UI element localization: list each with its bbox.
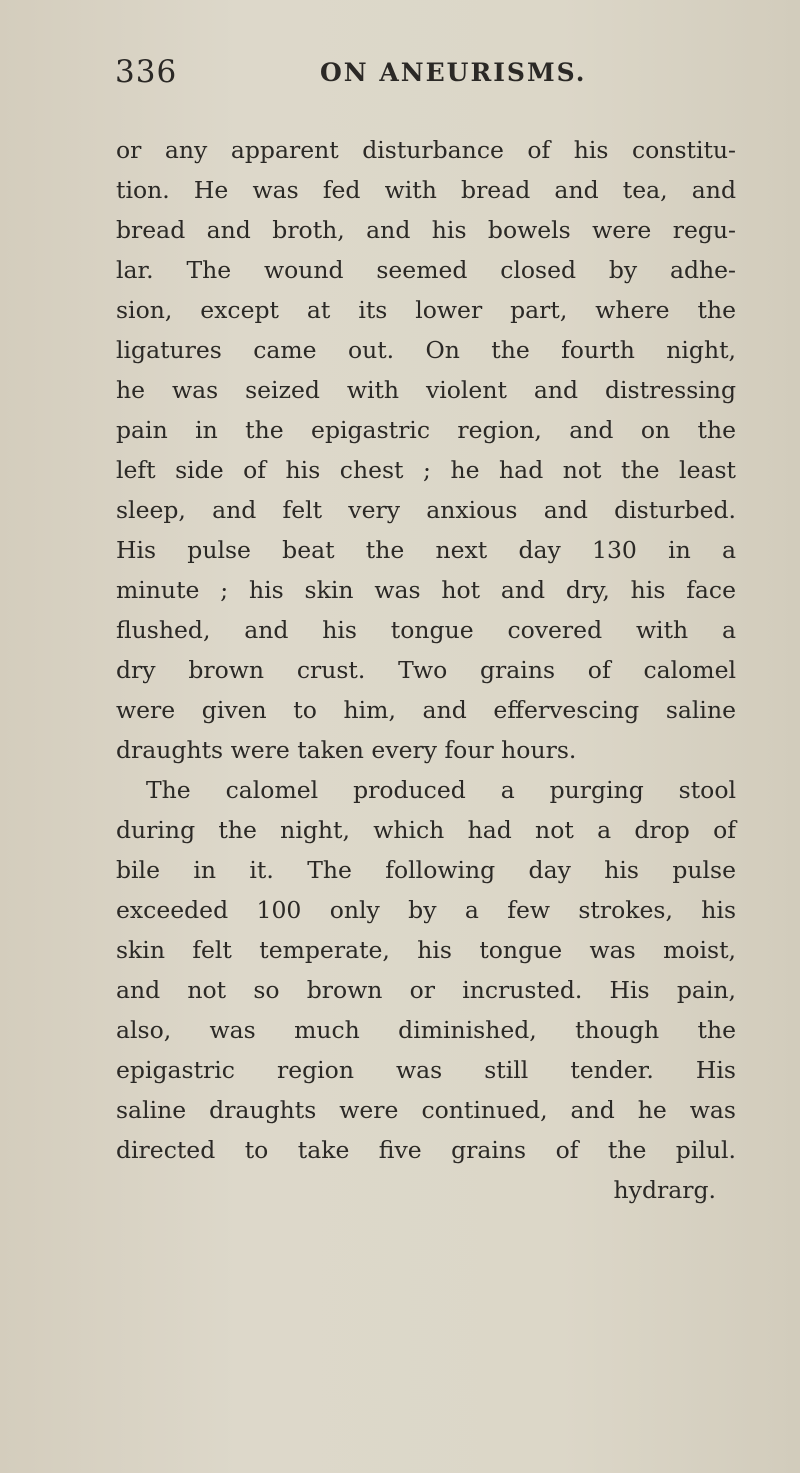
running-head [115,54,735,94]
text-line-17: The calomel produced a purging stool [146,776,736,804]
text-line-24: epigastric region was still tender. His [116,1056,736,1084]
text-line-15: were given to him, and effervescing saline [116,696,736,724]
text-line-16: draughts were taken every four hours. [116,736,577,764]
text-line-12: minute ; his skin was hot and dry, his face [116,576,736,604]
text-line-22: and not so brown or incrusted. His pain, [116,976,736,1004]
text-line-20: exceeded 100 only by a few strokes, his [116,896,736,924]
text-line-27: hydrarg. [613,1176,716,1204]
text-line-3: bread and broth, and his bowels were regu- [116,216,736,244]
body-text [116,130,736,1210]
text-line-6: ligatures came out. On the fourth night, [116,336,736,364]
text-line-8: pain in the epigastric region, and on the [116,416,736,444]
text-line-2: tion. He was fed with bread and tea, and [116,176,736,204]
text-line-14: dry brown crust. Two grains of calomel [116,656,736,684]
text-line-26: directed to take five grains of the pilul. [116,1136,736,1164]
page-number: 336 [115,54,178,90]
text-line-5: sion, except at its lower part, where the [116,296,736,324]
text-line-19: bile in it. The following day his pulse [116,856,736,884]
text-line-11: His pulse beat the next day 130 in a [116,536,736,564]
text-line-4: lar. The wound seemed closed by adhe- [116,256,736,284]
text-line-9: left side of his chest ; he had not the least [116,456,736,484]
running-title: ON ANEURISMS. [320,58,587,87]
text-line-23: also, was much diminished, though the [116,1016,736,1044]
text-line-21: skin felt temperate, his tongue was moist, [116,936,736,964]
text-line-13: flushed, and his tongue covered with a [116,616,736,644]
text-line-10: sleep, and felt very anxious and disturbed. [116,496,736,524]
text-line-1: or any apparent disturbance of his constitu- [116,136,736,164]
text-line-7: he was seized with violent and distressing [116,376,736,404]
text-line-25: saline draughts were continued, and he was [116,1096,736,1124]
text-line-18: during the night, which had not a drop of [116,816,736,844]
